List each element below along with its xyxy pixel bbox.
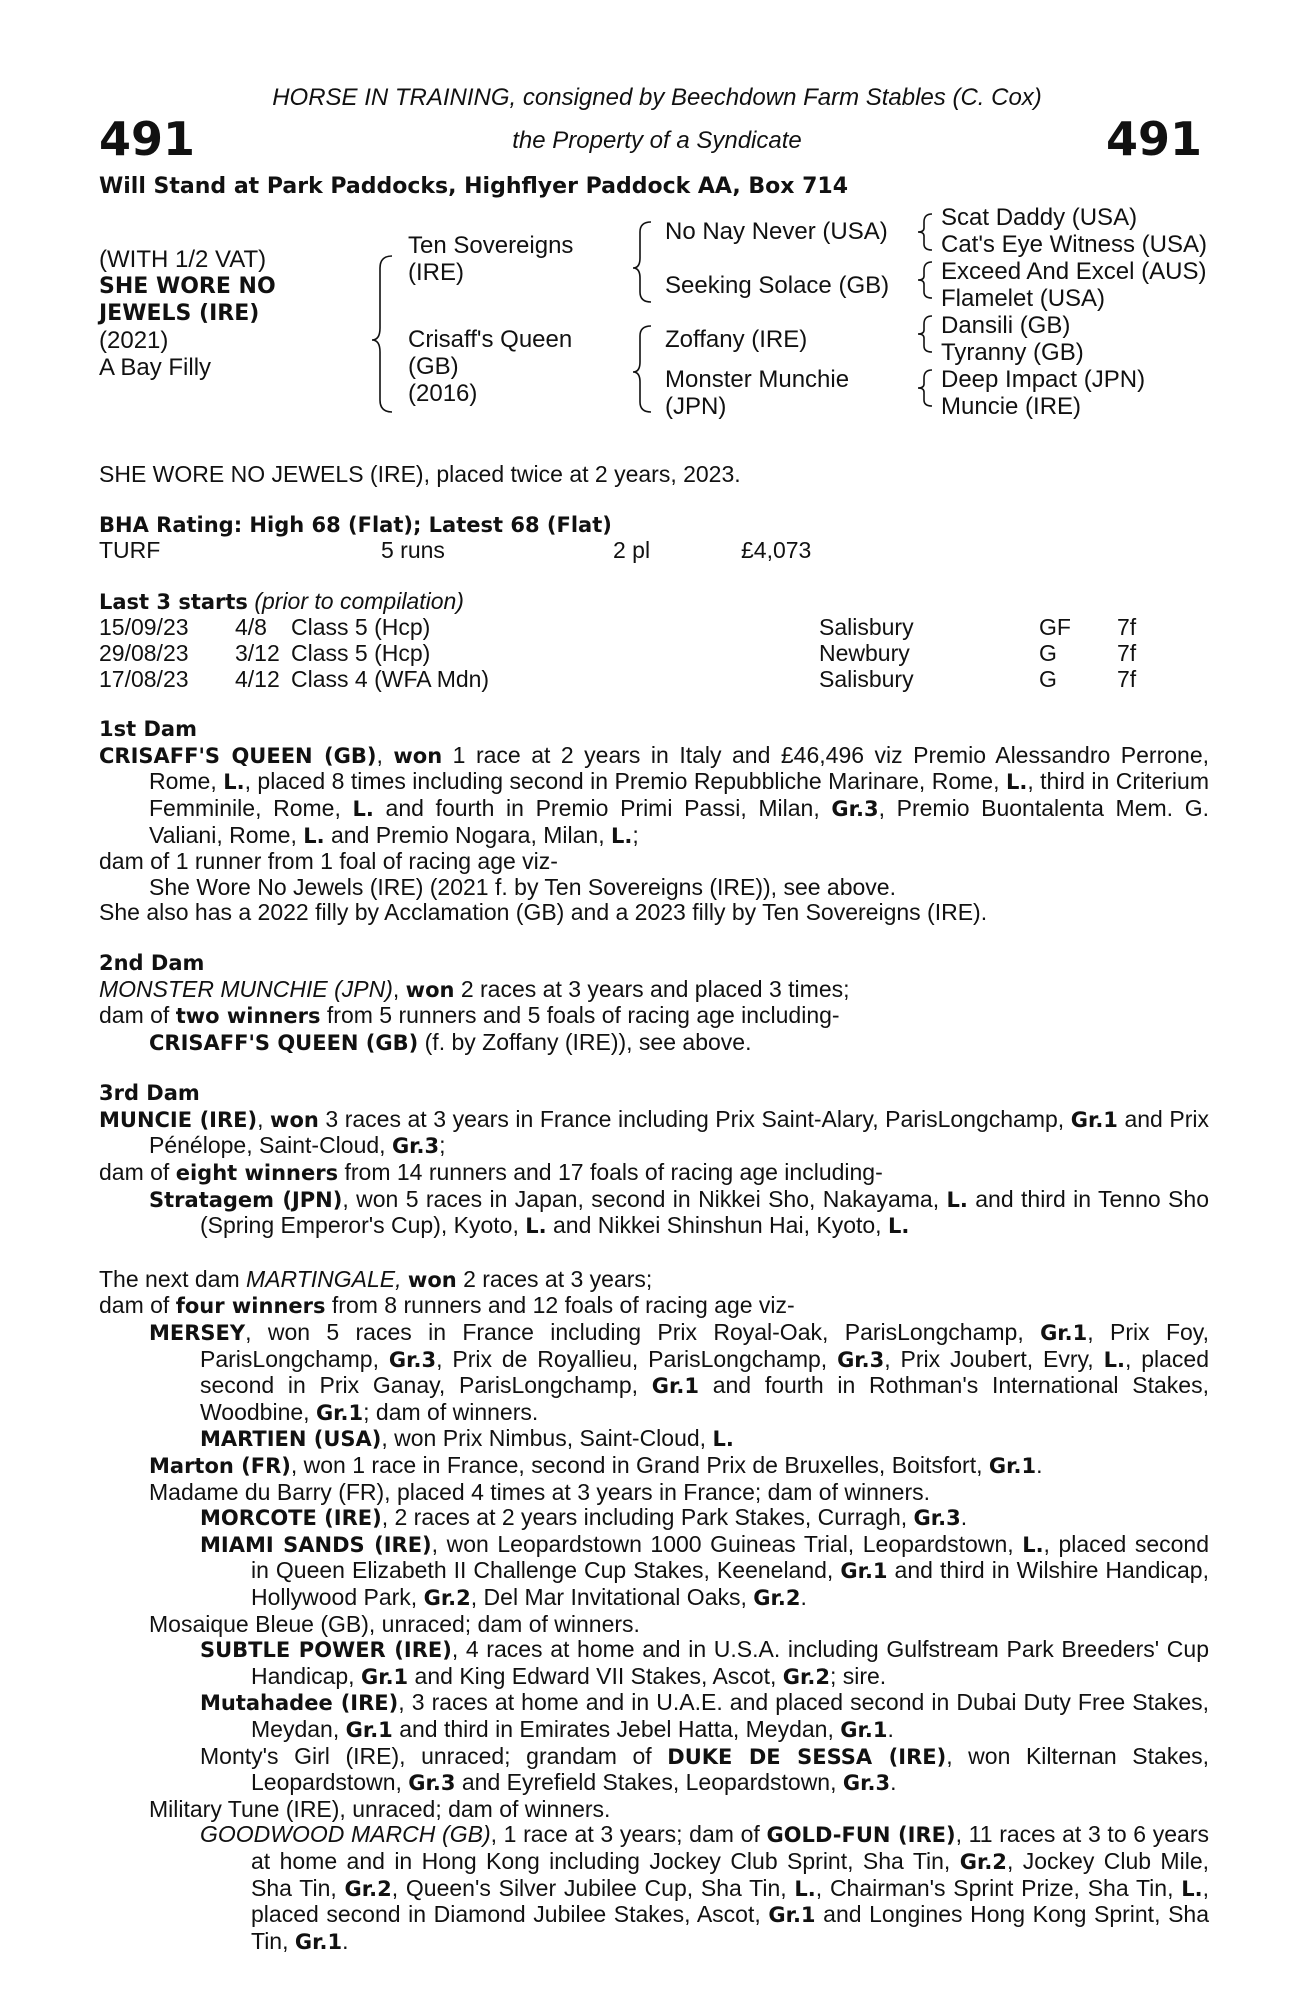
start-date: 29/08/23: [99, 639, 189, 666]
offspring-name: DUKE DE SESSA (IRE): [667, 1744, 947, 1769]
text: , Chairman's Sprint Prize, Sha Tin,: [815, 1874, 1182, 1901]
text: dam of: [99, 1159, 176, 1186]
g3-1: Scat Daddy (USA): [941, 204, 1138, 231]
start-row: [99, 615, 1209, 641]
g3-7: Deep Impact (JPN): [941, 366, 1146, 393]
text: dam of: [99, 1002, 176, 1029]
start-course: Salisbury: [819, 614, 914, 641]
dam2-record: MONSTER MUNCHIE (JPN), won 2 races at 3 years and placed 3 times;: [99, 975, 850, 1002]
earnings: £4,073: [741, 537, 812, 564]
turf-record: [99, 538, 1209, 564]
last-starts-note: (prior to compilation): [254, 587, 464, 614]
group-tag: Gr.1: [840, 1717, 888, 1742]
text: .: [342, 1927, 349, 1954]
listed-tag: L.: [303, 823, 325, 848]
won-label: won: [407, 1267, 457, 1292]
text: , won Leopardstown 1000 Guineas Trial, Leopardstown,: [431, 1530, 1023, 1557]
mutahadee-entry: [99, 1690, 1209, 1743]
listed-tag: L.: [610, 823, 633, 848]
start-date: 15/09/23: [99, 614, 189, 641]
horse-name-line2: JEWELS (IRE): [99, 301, 260, 326]
offspring-name: CRISAFF'S QUEEN (GB): [149, 1030, 419, 1055]
group-tag: Gr.2: [959, 1849, 1007, 1874]
group-tag: Gr.3: [837, 1347, 885, 1372]
text: 3 races at 3 years in France including Prix Saint-Alary, ParisLongchamp,: [318, 1105, 1071, 1132]
sire-sire: No Nay Never (USA): [665, 218, 888, 245]
text: , Jockey Club Mile, Sha Tin,: [251, 1847, 1209, 1901]
listed-tag: L.: [223, 770, 245, 795]
lot-number-right: 491: [1105, 112, 1202, 166]
group-tag: Gr.3: [388, 1347, 437, 1372]
listed-tag: L.: [946, 1187, 968, 1212]
next-dam-name: MARTINGALE,: [246, 1265, 402, 1292]
text: , placed second in Diamond Jubilee Stakes, Ascot,: [251, 1874, 1209, 1928]
g3-2: Cat's Eye Witness (USA): [941, 231, 1207, 258]
dam3-heading: 3rd Dam: [99, 1081, 200, 1106]
start-distance: 7f: [1117, 665, 1137, 692]
offspring-name: GOODWOOD MARCH (GB): [200, 1821, 491, 1848]
text: and fourth in Rothman's International Stakes, Woodbine,: [200, 1372, 1209, 1425]
start-going: G: [1039, 639, 1057, 666]
text: and Premio Nogara, Milan,: [324, 821, 611, 848]
listed-tag: L.: [794, 1876, 816, 1901]
group-tag: Gr.3: [408, 1771, 456, 1796]
text: 2 races at 3 years;: [456, 1265, 653, 1292]
start-date: 17/08/23: [99, 665, 189, 692]
stand-location: Will Stand at Park Paddocks, Highflyer Paddock AA, Box 714: [99, 174, 849, 199]
foaling-year: (2021): [99, 327, 169, 354]
group-tag: Gr.3: [391, 1134, 440, 1159]
text: , won Kilternan Stakes, Leopardstown,: [251, 1742, 1209, 1796]
text: , 4 races at home and in U.S.A. including Gulfstream Park Breeders' Cup Handicap,: [251, 1636, 1209, 1689]
text: ; dam of winners.: [363, 1398, 539, 1425]
g3-4: Flamelet (USA): [941, 285, 1106, 312]
group-tag: Gr.1: [345, 1717, 393, 1742]
dam-dam-line1: Monster Munchie: [665, 366, 850, 393]
dam3-offspring: [99, 1187, 1209, 1240]
dam2-heading: 2nd Dam: [99, 950, 205, 975]
martien-entry: [99, 1426, 1209, 1453]
dam1-name: CRISAFF'S QUEEN (GB): [99, 743, 377, 768]
sire-dam: Seeking Solace (GB): [665, 272, 890, 299]
surface: TURF: [99, 537, 161, 564]
text: and Eyrefield Stakes, Leopardstown,: [455, 1769, 843, 1796]
listed-tag: L.: [352, 796, 374, 821]
dam1-record: CRISAFF'S QUEEN (GB), won 1 race at 2 years in Italy and £46,496 viz Premio Alessandro Perrone, Rome, L., placed 8 times including second in Premio Repubbliche Marinare, Rome, L., third in Criterium Femminile, Rome, L. and fourth in Premio Primi Passi, Milan, Gr.3, Premio Buontalenta Mem. G. Valiani, Rome, L. and Premio Nogara, Milan, L.;: [99, 741, 1210, 848]
group-tag: Gr.1: [988, 1454, 1037, 1478]
winners-count: four winners: [175, 1294, 326, 1319]
grandchild-name: GOLD-FUN (IRE): [766, 1823, 956, 1848]
offspring-name: MIAMI SANDS (IRE): [200, 1532, 432, 1557]
text: , Queen's Silver Jubilee Cup, Sha Tin,: [391, 1874, 795, 1901]
dam-line3: (2016): [408, 380, 478, 407]
group-tag: Gr.3: [842, 1771, 891, 1796]
offspring-name: Stratagem (JPN): [149, 1187, 343, 1212]
text: and Prix Pénélope, Saint-Cloud,: [149, 1105, 1210, 1159]
winners-count: eight winners: [175, 1161, 339, 1186]
marton-entry: [99, 1453, 1209, 1480]
morcote-entry: [99, 1505, 1209, 1532]
group-tag: Gr.1: [294, 1929, 343, 1954]
text: .: [887, 1715, 894, 1742]
group-tag: Gr.1: [1070, 1107, 1118, 1132]
start-distance: 7f: [1117, 614, 1137, 641]
dam3-dam-of: [99, 1160, 1209, 1187]
madame-entry: Madame du Barry (FR), placed 4 times at 3 years in France; dam of winners.: [149, 1478, 931, 1505]
text: .: [800, 1583, 807, 1610]
text: ;: [632, 821, 639, 848]
text: , 11 races at 3 to 6 years at home and in Hong Kong including Jockey Club Sprint, Sha Tin,: [251, 1821, 1209, 1874]
listed-tag: L.: [1022, 1532, 1044, 1557]
text: , placed second in Prix Ganay, ParisLongchamp,: [200, 1345, 1209, 1399]
offspring-name: MARTIEN (USA): [200, 1427, 382, 1452]
runs: 5 runs: [381, 537, 445, 564]
catalogue-body: [99, 462, 1209, 1955]
text: The next dam: [99, 1265, 247, 1292]
offspring-name: SUBTLE POWER (IRE): [200, 1638, 452, 1663]
text: , Prix Joubert, Evry,: [884, 1345, 1104, 1372]
text: .: [1036, 1452, 1043, 1478]
vat-note: (WITH 1/2 VAT): [99, 246, 267, 273]
group-tag: Gr.2: [782, 1664, 830, 1689]
won-label: won: [405, 977, 455, 1002]
dam-line2: (GB): [408, 353, 459, 380]
start-distance: 7f: [1117, 639, 1137, 666]
group-tag: Gr.2: [423, 1585, 471, 1610]
start-race: Class 5 (Hcp): [291, 614, 431, 641]
sire-line1: Ten Sovereigns: [408, 232, 574, 259]
offspring-name: MORCOTE (IRE): [200, 1506, 382, 1531]
text: , won Prix Nimbus, Saint-Cloud,: [381, 1425, 713, 1452]
offspring-name: Mutahadee (IRE): [200, 1691, 399, 1716]
text: and third in Wilshire Handicap, Hollywood Park,: [251, 1557, 1209, 1610]
property-line: the Property of a Syndicate: [512, 127, 802, 154]
text: , 1 race at 3 years; dam of: [490, 1821, 767, 1848]
mosaique-entry: Mosaique Bleue (GB), unraced; dam of winners.: [149, 1610, 640, 1637]
horse-name-line1: SHE WORE NO: [99, 274, 276, 299]
text: , third in Criterium Femminile, Rome,: [149, 768, 1209, 821]
start-going: G: [1039, 665, 1057, 692]
won-label: won: [393, 743, 443, 768]
text: and third in Emirates Jebel Hatta, Meydan,: [392, 1715, 841, 1742]
lot-number-left: 491: [99, 112, 196, 166]
start-position: 3/12: [235, 639, 280, 666]
text: from 14 runners and 17 foals of racing age including-: [338, 1159, 883, 1186]
bha-rating: BHA Rating: High 68 (Flat); Latest 68 (Flat): [99, 512, 612, 537]
consignment-line: HORSE IN TRAINING, consigned by Beechdown Farm Stables (C. Cox): [272, 84, 1042, 111]
text: , placed 8 times including second in Premio Repubbliche Marinare, Rome,: [244, 768, 1006, 795]
text: , won 5 races in Japan, second in Nikkei Sho, Nakayama,: [342, 1185, 947, 1212]
dam-dam-line2: (JPN): [665, 393, 727, 420]
group-tag: Gr.1: [840, 1559, 888, 1584]
g3-5: Dansili (GB): [941, 312, 1071, 339]
start-row: [99, 667, 1209, 693]
listed-tag: L.: [525, 1214, 547, 1239]
text: , Prix Foy, ParisLongchamp,: [200, 1319, 1209, 1372]
last-starts-heading: [99, 589, 1209, 616]
g3-8: Muncie (IRE): [941, 393, 1082, 420]
dam1-heading: 1st Dam: [99, 717, 197, 742]
dam2-name: MONSTER MUNCHIE (JPN): [99, 975, 393, 1002]
mersey-entry: [99, 1320, 1209, 1426]
subtle-entry: [99, 1637, 1209, 1690]
text: and Nikkei Shinshun Hai, Kyoto,: [546, 1212, 888, 1239]
dam3-record: MUNCIE (IRE), won 3 races at 3 years in France including Prix Saint-Alary, ParisLongchamp, Gr.1 and Prix Pénélope, Saint-Cloud, Gr.3;: [99, 1105, 1210, 1159]
listed-tag: L.: [1005, 770, 1028, 795]
text: and third in Tenno Sho (Spring Emperor's Cup), Kyoto,: [200, 1185, 1209, 1239]
dam-sire: Zoffany (IRE): [665, 326, 808, 353]
won-label: won: [270, 1107, 319, 1132]
listed-tag: L.: [1181, 1876, 1203, 1901]
next-dam-record: [99, 1267, 1209, 1294]
group-tag: Gr.1: [315, 1400, 364, 1425]
dam-line1: Crisaff's Queen: [408, 326, 573, 353]
dam2-offspring: [99, 1030, 1209, 1057]
text: from 5 runners and 5 foals of racing age including-: [320, 1002, 840, 1029]
text: and fourth in Premio Primi Passi, Milan,: [373, 794, 832, 821]
dam2-dam-of: [99, 1003, 1209, 1030]
listed-tag: L.: [887, 1214, 910, 1239]
text: , Del Mar Invitational Oaks,: [470, 1583, 754, 1610]
dam1-dam-of: dam of 1 runner from 1 foal of racing age viz-: [99, 848, 558, 875]
text: , Premio Buontalenta Mem. G. Valiani, Rome,: [149, 794, 1209, 848]
dam1-also: She also has a 2022 filly by Acclamation (GB) and a 2023 filly by Ten Sovereigns (IRE).: [99, 899, 988, 926]
group-tag: Gr.2: [753, 1585, 801, 1610]
sire-line2: (IRE): [408, 259, 464, 286]
start-course: Newbury: [819, 639, 910, 666]
next-dam-dam-of: [99, 1293, 1209, 1320]
miami-entry: [99, 1532, 1209, 1612]
offspring-name: MERSEY: [149, 1321, 246, 1346]
text: (f. by Zoffany (IRE)), see above.: [418, 1028, 752, 1055]
dam3-name: MUNCIE (IRE): [99, 1107, 258, 1132]
montys-entry: [99, 1744, 1209, 1797]
text: Monty's Girl (IRE), unraced; grandam of: [200, 1742, 668, 1769]
listed-tag: L.: [712, 1427, 734, 1452]
text: and Longines Hong Kong Sprint, Sha Tin,: [251, 1901, 1209, 1954]
text: 1 race at 2 years in Italy and £46,496 viz Premio Alessandro Perrone, Rome,: [149, 741, 1210, 795]
start-row: [99, 641, 1209, 667]
start-position: 4/8: [235, 614, 267, 641]
g3-3: Exceed And Excel (AUS): [941, 258, 1207, 285]
start-race: Class 4 (WFA Mdn): [291, 665, 490, 692]
group-tag: Gr.2: [344, 1876, 392, 1901]
text: dam of: [99, 1292, 176, 1319]
group-tag: Gr.1: [360, 1664, 409, 1689]
text: , won 5 races in France including Prix Royal-Oak, ParisLongchamp,: [245, 1319, 1041, 1346]
placings: 2 pl: [613, 537, 651, 564]
g3-6: Tyranny (GB): [941, 339, 1084, 366]
start-race: Class 5 (Hcp): [291, 639, 431, 666]
text: .: [960, 1504, 968, 1531]
text: .: [890, 1769, 897, 1796]
text: , 3 races at home and in U.A.E. and placed second in Dubai Duty Free Stakes, Meydan,: [251, 1689, 1210, 1742]
text: ;: [439, 1132, 446, 1159]
dam1-offspring: She Wore No Jewels (IRE) (2021 f. by Ten Sovereigns (IRE)), see above.: [149, 873, 896, 900]
last-starts-title: Last 3 starts: [99, 589, 248, 614]
group-tag: Gr.1: [768, 1903, 816, 1928]
group-tag: Gr.3: [831, 796, 879, 821]
text: , won 1 race in France, second in Grand Prix de Bruxelles, Boitsfort,: [290, 1452, 989, 1478]
text: , Prix de Royallieu, ParisLongchamp,: [436, 1345, 838, 1372]
group-tag: Gr.3: [913, 1506, 961, 1531]
text: from 8 runners and 12 foals of racing age viz-: [325, 1292, 795, 1319]
text: 2 races at 3 years and placed 3 times;: [454, 975, 850, 1002]
horse-description: A Bay Filly: [99, 354, 212, 381]
start-course: Salisbury: [819, 665, 914, 692]
text: and King Edward VII Stakes, Ascot,: [408, 1662, 783, 1689]
start-position: 4/12: [235, 665, 280, 692]
winners-count: two winners: [175, 1004, 321, 1029]
goodwood-entry: [99, 1822, 1209, 1955]
listed-tag: L.: [1103, 1347, 1125, 1372]
text: ; sire.: [829, 1662, 887, 1689]
text: , placed second in Queen Elizabeth II Challenge Cup Stakes, Keeneland,: [251, 1530, 1209, 1584]
summary: SHE WORE NO JEWELS (IRE), placed twice at 2 years, 2023.: [99, 461, 741, 487]
start-going: GF: [1039, 614, 1071, 641]
group-tag: Gr.1: [1040, 1321, 1088, 1346]
military-entry: Military Tune (IRE), unraced; dam of winners.: [149, 1795, 611, 1822]
offspring-name: Marton (FR): [149, 1454, 291, 1478]
text: , 2 races at 2 years including Park Stakes, Curragh,: [381, 1504, 914, 1531]
group-tag: Gr.1: [651, 1374, 699, 1399]
